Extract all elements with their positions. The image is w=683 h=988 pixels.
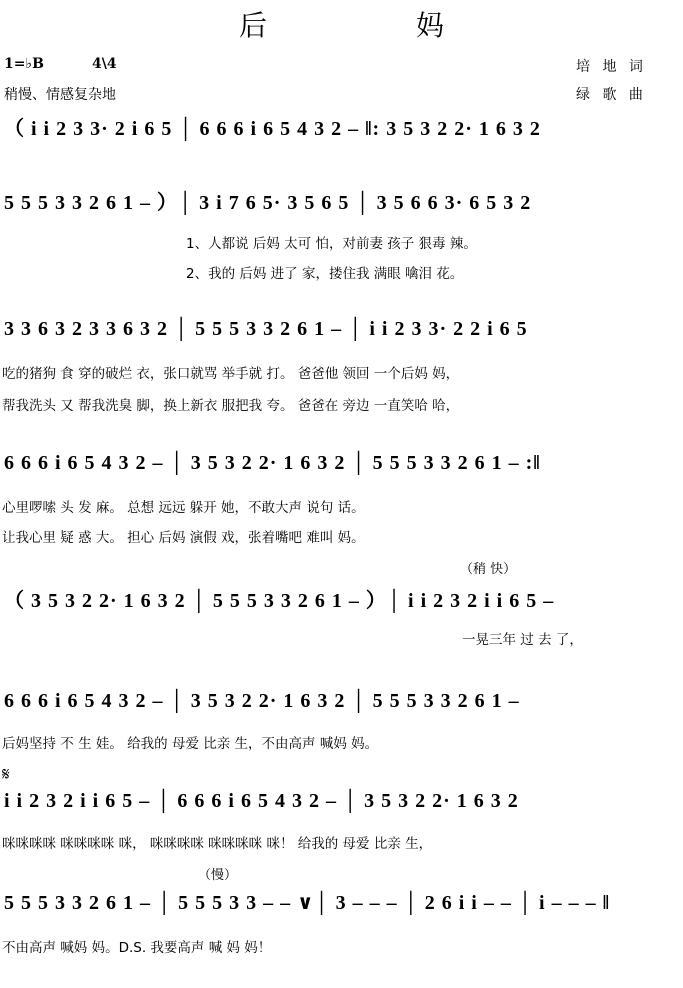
lyric-line: 吃的猪狗 食 穿的破烂 衣，张口就骂 举手就 打。 爸爸他 领回 一个后妈 妈， [2, 366, 460, 382]
notation-line: 5 5 5 3 3 2 6 1 – │ 5 5 5 3 3 – – ∨│ 3 – – – │ 2 6 i i – – │ i – – – ‖ [4, 892, 611, 914]
composer-credit: 绿 歌 曲 [576, 87, 647, 103]
tempo-change: （慢） [198, 868, 238, 883]
notation-line: 6 6 6 i 6 5 4 3 2 – │ 3 5 3 2 2· 1 6 3 2 │ 5 5 5 3 3 2 6 1 – [4, 690, 520, 712]
lyricist-credit: 培 地 词 [576, 59, 647, 75]
lyric-line: 1、人都说 后妈 太可 怕，对前妻 孩子 狠毒 辣。 [186, 236, 477, 252]
lyric-line: 帮我洗头 又 帮我洗臭 脚，换上新衣 服把我 夸。 爸爸在 旁边 一直笑哈 哈， [2, 398, 460, 414]
segno-sign: 𝄋 [2, 764, 10, 785]
tempo-marking: 稍慢、情感复杂地 [4, 87, 116, 103]
lyric-line: 2、我的 后妈 进了 家，搂住我 满眼 噙泪 花。 [186, 266, 464, 282]
lyric-line: 咪咪咪咪 咪咪咪咪 咪， 咪咪咪咪 咪咪咪咪 咪！ 给我的 母爱 比亲 生， [2, 836, 433, 852]
lyric-line: 一晃三年 过 去 了， [462, 632, 583, 648]
key-signature: 1=♭B [4, 56, 44, 72]
lyric-line: 后妈坚持 不 生 娃。 给我的 母爱 比亲 生，不由高声 喊妈 妈。 [2, 736, 379, 752]
notation-line: i i 2 3 2 i i 6 5 – │ 6 6 6 i 6 5 4 3 2 – │ 3 5 3 2 2· 1 6 3 2 [4, 790, 519, 812]
notation-line: 3 3 6 3 2 3 3 6 3 2 │ 5 5 5 3 3 2 6 1 – │ i i 2 3 3· 2 2 i 6 5 [4, 318, 528, 340]
notation-line: 5 5 5 3 3 2 6 1 – ）│ 3 i 7 6 5· 3 5 6 5 │ 3 5 6 6 3· 6 5 3 2 [4, 192, 532, 214]
lyric-line: 不由高声 喊妈 妈。D.S. 我要高声 喊 妈 妈！ [2, 940, 272, 956]
time-signature: 4\4 [92, 56, 117, 72]
lyric-line: 心里啰嗦 头 发 麻。 总想 远远 躲开 她，不敢大声 说句 话。 [2, 500, 365, 516]
song-title: 后 妈 [239, 9, 514, 42]
notation-line: （ i i 2 3 3· 2 i 6 5 │ 6 6 6 i 6 5 4 3 2 – ‖: 3 5 3 2 2· 1 6 3 2 [4, 118, 541, 140]
notation-line: （ 3 5 3 2 2· 1 6 3 2 │ 5 5 5 3 3 2 6 1 – ）│ i i 2 3 2 i i 6 5 – [4, 590, 555, 612]
tempo-change: （稍 快） [460, 562, 517, 577]
lyric-line: 让我心里 疑 惑 大。 担心 后妈 演假 戏，张着嘴吧 难叫 妈。 [2, 530, 365, 546]
notation-line: 6 6 6 i 6 5 4 3 2 – │ 3 5 3 2 2· 1 6 3 2 │ 5 5 5 3 3 2 6 1 – :‖ [4, 452, 541, 474]
